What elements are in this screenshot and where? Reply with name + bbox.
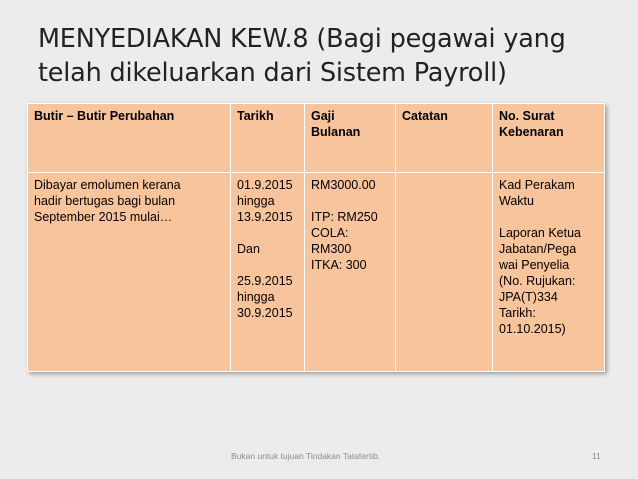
cell-butir: Dibayar emolumen kerana hadir bertugas bagi bulan September 2015 mulai…: [28, 173, 231, 372]
cell-surat: Kad Perakam Waktu Laporan Ketua Jabatan/Pega wai Penyelia (No. Rujukan: JPA(T)334 Tarikh: 01.10.2015): [493, 173, 605, 372]
header-gaji: Gaji Bulanan: [305, 104, 396, 173]
header-catatan: Catatan: [396, 104, 493, 173]
table-row: [28, 173, 605, 372]
table-header-row: [28, 104, 605, 173]
header-butir: Butir – Butir Perubahan: [28, 104, 231, 173]
slide-title-line-2: telah dikeluarkan dari Sistem Payroll): [38, 58, 507, 88]
slide-footer: Bukan untuk tujuan Tindakan Tatatertib.: [231, 451, 381, 461]
cell-catatan: [396, 173, 493, 372]
slide-title: [38, 22, 618, 90]
header-tarikh: Tarikh: [231, 104, 305, 173]
cell-tarikh: 01.9.2015 hingga 13.9.2015 Dan 25.9.2015 hingga 30.9.2015: [231, 173, 305, 372]
header-surat: No. Surat Kebenaran: [493, 104, 605, 173]
slide-title-line-1: MENYEDIAKAN KEW.8 (Bagi pegawai yang: [38, 24, 566, 54]
cell-gaji: RM3000.00 ITP: RM250 COLA: RM300 ITKA: 300: [305, 173, 396, 372]
page-number: 11: [592, 451, 601, 461]
kew8-table: [27, 103, 605, 372]
